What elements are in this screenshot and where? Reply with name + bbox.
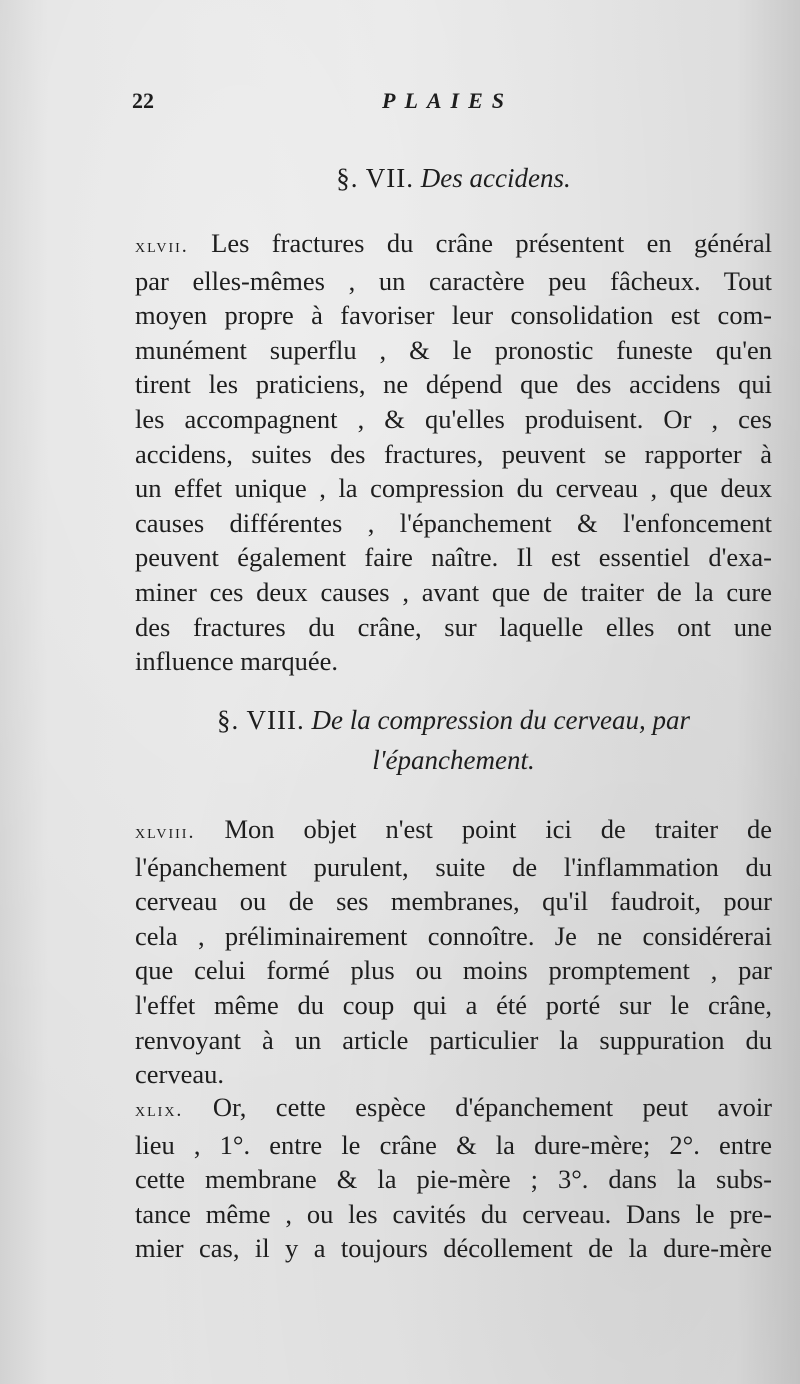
text-line: cela , préliminairement connoître. Je ne considérerai: [135, 920, 772, 951]
text-line: causes différentes , l'épanchement & l'enfoncement: [135, 507, 772, 538]
text-line: peuvent également faire naître. Il est essentiel d'exa-: [135, 542, 772, 573]
text-line: l'épanchement purulent, suite de l'inflammation du: [135, 851, 772, 882]
paragraph-xlviii: [135, 812, 772, 1092]
section-viii-number: §. VIII.: [217, 705, 305, 735]
section-vii-number: §. VII.: [336, 163, 415, 193]
text-line: cerveau ou de ses membranes, qu'il faudroit, pour: [135, 886, 772, 917]
paragraph-number: xlviii.: [135, 821, 196, 843]
text-line: miner ces deux causes , avant que de traiter de la cure: [135, 576, 772, 607]
text-line: accidens, suites des fractures, peuvent se rapporter à: [135, 438, 772, 469]
text-line: un effet unique , la compression du cerveau , que deux: [135, 473, 772, 504]
paragraph-xlvii: [135, 226, 772, 679]
paragraph-number: xlvii.: [135, 235, 189, 257]
text-line: xlix. Or, cette espèce d'épanchement peut avoir: [135, 1092, 772, 1122]
section-vii-heading: [135, 158, 772, 198]
page-header: [132, 88, 772, 118]
text-line: l'effet même du coup qui a été porté sur le crâne,: [135, 989, 772, 1020]
paragraph-xlix: [135, 1090, 772, 1266]
text-line: munément superflu , & le pronostic funeste qu'en: [135, 334, 772, 365]
section-viii-title-line2: l'épanchement.: [372, 745, 535, 775]
section-vii-title: Des accidens.: [420, 163, 571, 193]
section-viii-heading: [135, 700, 772, 780]
text-line: des fractures du crâne, sur laquelle elles ont une: [135, 611, 772, 642]
text-line: que celui formé plus ou moins promptement , par: [135, 955, 772, 986]
text-line: xlvii. Les fractures du crâne présentent en général: [135, 228, 772, 258]
text-line: cerveau.: [135, 1059, 224, 1090]
text-line: lieu , 1°. entre le crâne & la dure-mère; 2°. entre: [135, 1129, 772, 1160]
text-line: cette membrane & la pie-mère ; 3°. dans la subs-: [135, 1164, 772, 1195]
page-number: 22: [132, 88, 154, 113]
text-line: les accompagnent , & qu'elles produisent. Or , ces: [135, 403, 772, 434]
running-head: PLAIES: [382, 88, 514, 113]
section-viii-title-line1: De la compression du cerveau, par: [311, 705, 690, 735]
text-line: tirent les praticiens, ne dépend que des accidens qui: [135, 369, 772, 400]
text-line: influence marquée.: [135, 646, 339, 677]
text-line: tance même , ou les cavités du cerveau. Dans le pre-: [135, 1198, 772, 1229]
paragraph-number: xlix.: [135, 1099, 184, 1121]
text-line: mier cas, il y a toujours décollement de la dure-mère: [135, 1233, 772, 1264]
text-line: renvoyant à un article particulier la suppuration du: [135, 1024, 772, 1055]
text-line: xlviii. Mon objet n'est point ici de traiter de: [135, 814, 772, 844]
text-line: par elles-mêmes , un caractère peu fâcheux. Tout: [135, 265, 772, 296]
text-line: moyen propre à favoriser leur consolidation est com-: [135, 300, 772, 331]
